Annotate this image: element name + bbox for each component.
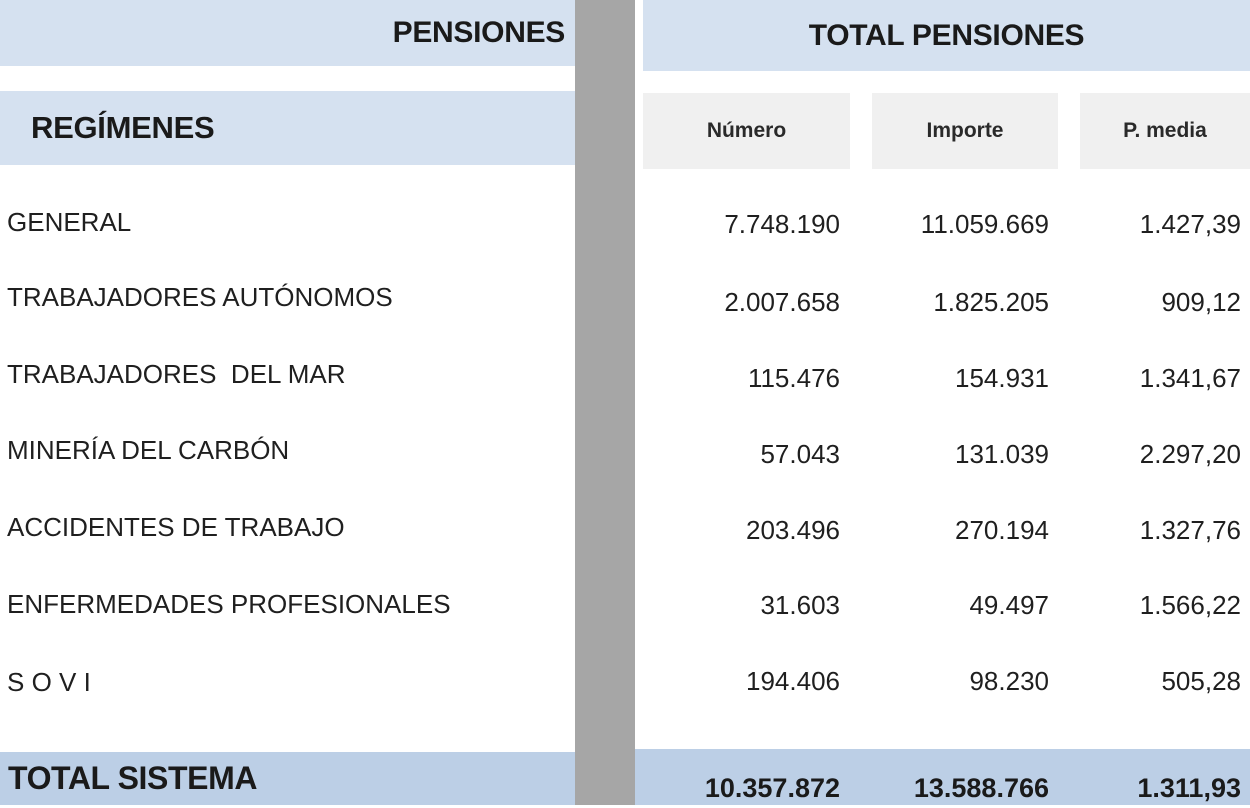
total-numero: 10.357.872	[704, 773, 840, 803]
row-label-mar: TRABAJADORES DEL MAR	[7, 359, 346, 389]
cell-numero: 194.406	[746, 666, 840, 696]
row-label-carbon: MINERÍA DEL CARBÓN	[7, 435, 290, 465]
cell-media: 2.297,20	[1139, 439, 1241, 469]
cell-numero: 203.496	[746, 515, 840, 545]
cell-importe: 1.825.205	[933, 287, 1049, 317]
cell-numero: 57.043	[760, 439, 840, 469]
cell-media: 1.566,22	[1139, 590, 1241, 620]
cell-importe: 270.194	[955, 515, 1049, 545]
panel-divider	[575, 0, 635, 805]
total-media: 1.311,93	[1137, 773, 1241, 803]
cell-numero: 7.748.190	[724, 209, 840, 239]
column-header-importe: Importe	[872, 93, 1058, 169]
total-importe: 13.588.766	[913, 773, 1049, 803]
cell-media: 1.427,39	[1139, 209, 1241, 239]
cell-importe: 98.230	[969, 666, 1049, 696]
cell-importe: 11.059.669	[920, 209, 1049, 239]
column-header-numero: Número	[643, 93, 850, 169]
cell-numero: 115.476	[747, 363, 840, 393]
row-label-enfermedades: ENFERMEDADES PROFESIONALES	[7, 589, 451, 619]
cell-importe: 131.039	[955, 439, 1049, 469]
cell-media: 909,12	[1161, 287, 1241, 317]
total-pensiones-title: TOTAL PENSIONES	[643, 0, 1250, 71]
cell-media: 1.341,67	[1139, 363, 1241, 393]
cell-importe: 154.931	[955, 363, 1049, 393]
row-label-sovi: S O V I	[7, 667, 91, 697]
row-label-accidentes: ACCIDENTES DE TRABAJO	[7, 512, 345, 542]
pensiones-title: PENSIONES	[0, 0, 575, 66]
regimenes-header: REGÍMENES	[0, 91, 575, 165]
cell-media: 1.327,76	[1139, 515, 1241, 545]
cell-media: 505,28	[1161, 666, 1241, 696]
column-header-media: P. media	[1080, 93, 1250, 169]
cell-numero: 31.603	[760, 590, 840, 620]
cell-importe: 49.497	[969, 590, 1049, 620]
cell-numero: 2.007.658	[724, 287, 840, 317]
row-label-general: GENERAL	[7, 207, 132, 237]
total-sistema-label: TOTAL SISTEMA	[0, 752, 575, 805]
row-label-autonomos: TRABAJADORES AUTÓNOMOS	[7, 282, 393, 312]
